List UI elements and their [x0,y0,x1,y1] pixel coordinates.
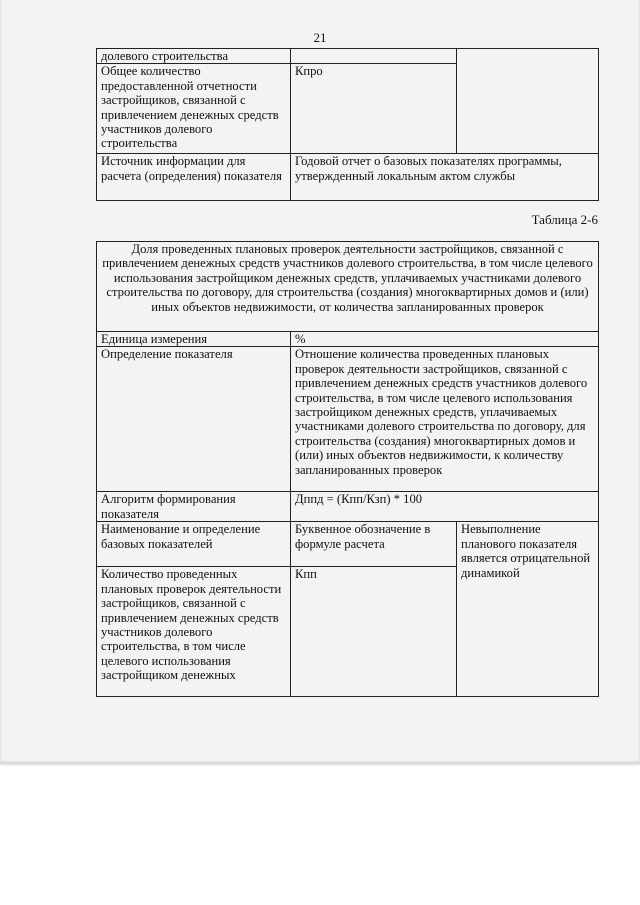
table-cell [291,49,457,64]
table-cell: Общее количество предоставленной отчетности застройщиков, связанной с привлечением денежных средств участников долевого строительства [97,64,291,154]
table-row [97,522,599,567]
table-row [97,154,599,201]
table-cell: Годовой отчет о базовых показателях программы, утвержденный локальным актом службы [291,154,599,201]
table-cell-empty [457,49,599,154]
page-number: 21 [313,30,327,45]
table-cell: Источник информации для расчета (определения) показателя [97,154,291,201]
unit-value: % [291,332,599,347]
base-symbol-label: Буквенное обозначение в формуле расчета [291,522,457,567]
indicator-table [96,241,599,697]
table-row [97,492,599,522]
table-label: Таблица 2-6 [531,212,598,227]
table-row [97,332,599,347]
table-cell: долевого строительства [97,49,291,64]
count-symbol: Кпп [291,567,457,697]
definition-label: Определение показателя [97,347,291,492]
base-note: Невыполнение планового показателя является отрицательной динамикой [457,522,599,697]
algorithm-label: Алгоритм формирования показателя [97,492,291,522]
indicator-caption: Доля проведенных плановых проверок деятельности застройщиков, связанной с привлечением денежных средств участников долевого строительства, в том числе целевого использования застройщиком денежных средств, уплачиваемых участниками долевого строительства по договору, для строительства (создания) многоквартирных домов и (или) иных объектов недвижимости, от количества запланированных проверок [97,242,599,332]
algorithm-value: Дппд = (Кпп/Кзп) * 100 [291,492,599,522]
indicator-table-continued [96,48,599,201]
definition-value: Отношение количества проведенных плановых проверок деятельности застройщиков, связанной с привлечением денежных средств участников долевого строительства, в том числе целевого использования застройщиком денежных средств, уплачиваемых участниками долевого строительства по договору, для строительства (создания) многоквартирных домов и (или) иных объектов недвижимости, к количеству запланированных проверок [291,347,599,492]
base-name-label: Наименование и определение базовых показателей [97,522,291,567]
scan-edge [0,762,640,766]
table-row [97,347,599,492]
count-label: Количество проведенных плановых проверок деятельности застройщиков, связанной с привлечением денежных средств участников долевого строительства, в том числе целевого использования застройщиком денежных [97,567,291,697]
unit-label: Единица измерения [97,332,291,347]
table-row [97,49,599,64]
table-cell: Кпро [291,64,457,154]
table-row [97,242,599,332]
